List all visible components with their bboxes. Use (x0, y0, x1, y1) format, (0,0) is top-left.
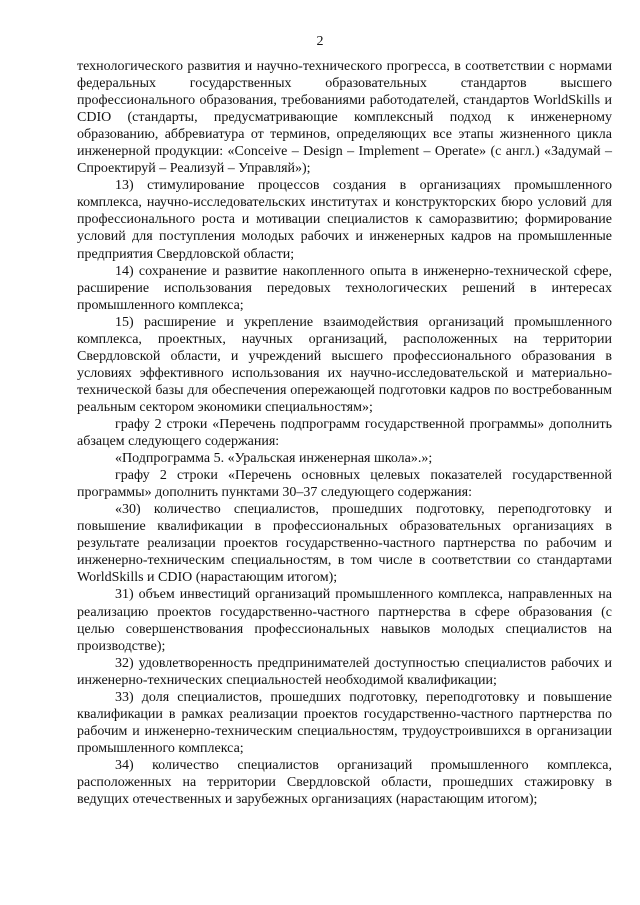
paragraph-subprograms-row: графу 2 строки «Перечень подпрограмм государственной программы» дополнить абзацем следующего содержания: (77, 416, 612, 450)
paragraph-item-13: 13) стимулирование процессов создания в организациях промышленного комплекса, научно-исследовательских институтах и конструкторских бюро условий для профессионального роста и мотивации специалистов к саморазвитию; формирование условий для поступления молодых рабочих и инженерных кадров на промышленные предприятия Свердловской области; (77, 178, 612, 262)
paragraph-target-33: 33) доля специалистов, прошедших подготовку, переподготовку и повышение квалификации в рамках реализации проектов государственно-частного партнерства по рабочим и инженерно-техническим специальностям, трудоустроившихся в организации промышленного комплекса; (77, 689, 612, 756)
paragraph-target-34: 34) количество специалистов организаций промышленного комплекса, расположенных на территории Свердловской области, прошедших стажировку в ведущих отечественных и зарубежных организациях (нарастающим итогом); (77, 757, 612, 808)
paragraph-continuation: технологического развития и научно-технического прогресса, в соответствии с нормами федеральных государственных образовательных стандартов высшего профессионального образования, требованиями работодателей, стандартов WorldSkills и CDIO (стандарты, предусматривающие комплексный подход к инженерному образованию, аббревиатура от терминов, определяющих все этапы жизненного цикла инженерной продукции: «Conceive – Design – Implement – Operate» (с англ.) «Задумай – Спроектируй – Реализуй – Управляй»); (77, 59, 612, 177)
document-body (77, 58, 612, 808)
paragraph-item-15: 15) расширение и укрепление взаимодействия организаций промышленного комплекса, проектных, научных организаций, расположенных на территории Свердловской области, и учреждений высшего профессионального образования в условиях эффективного использования их научно-исследовательской и материально-технической базы для обеспечения опережающей подготовки кадров по востребованным реальным сектором экономики специальностям»; (77, 314, 612, 415)
paragraph-targets-row: графу 2 строки «Перечень основных целевых показателей государственной программы» дополнить пунктами 30–37 следующего содержания: (77, 468, 612, 501)
paragraph-target-30: «30) количество специалистов, прошедших подготовку, переподготовку и повышение квалификации в профессиональных образовательных организациях в результате реализации проектов государственно-частного партнерства по рабочим и инженерно-техническим специальностям, в том числе в соответствии со стандартами WorldSkills и CDIO (нарастающим итогом); (77, 502, 612, 586)
paragraph-target-32: 32) удовлетворенность предпринимателей доступностью специалистов рабочих и инженерно-технических специальностей необходимой квалификации; (77, 655, 612, 688)
paragraph-subprogram-5: «Подпрограмма 5. «Уральская инженерная школа».»; (115, 451, 433, 467)
paragraph-target-31: 31) объем инвестиций организаций промышленного комплекса, направленных на реализацию проектов государственно-частного партнерства в сфере образования (с целью совершенствования профессиональных навыков молодых специалистов на производстве); (77, 587, 612, 654)
page-number: 2 (316, 34, 324, 49)
paragraph-item-14: 14) сохранение и развитие накопленного опыта в инженерно-технической сфере, расширение использования передовых технологических решений в интересах промышленного комплекса; (77, 263, 612, 313)
